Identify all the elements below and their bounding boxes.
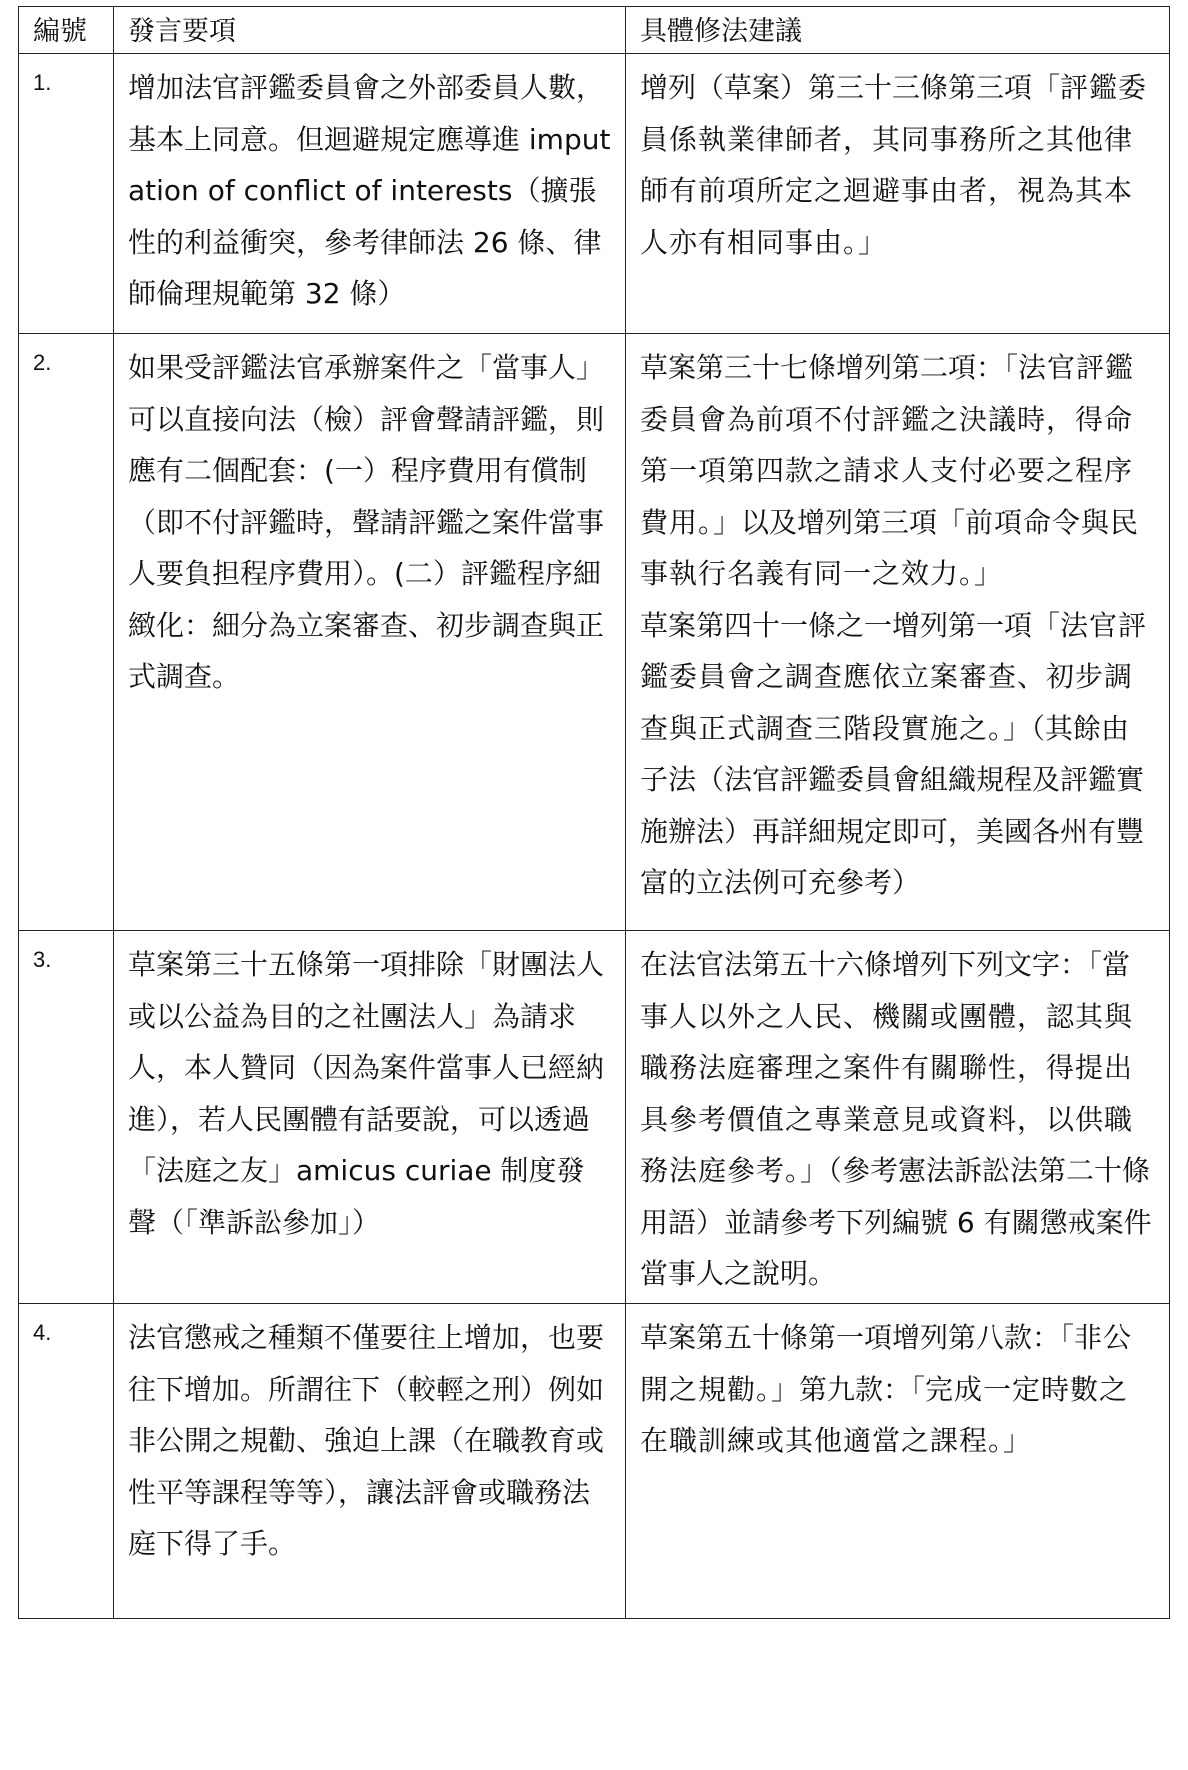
table-row	[19, 931, 1170, 1304]
table-row	[19, 54, 1170, 334]
recommendation-table	[18, 6, 1170, 1619]
proposal-text: 」	[1003, 1424, 1032, 1457]
table-row	[19, 1304, 1170, 1619]
proposal-text: 增列（草案）第三十三條第三項「	[640, 71, 1061, 104]
issue-cell: 如果受評鑑法官承辦案件之「當事人」可以直接向法（檢）評會聲請評鑑，則應有二個配套：(一）程序費用有償制（即不付評鑑時，聲請評鑑之案件當事人要負担程序費用）。(二）評鑑程序細緻化：細分為立案審查、初步調查與正式調查。	[114, 334, 626, 931]
proposal-text: 」	[974, 557, 1003, 590]
proposal-text: 」第九款：「	[771, 1372, 926, 1406]
row-number: 2.	[19, 334, 114, 931]
issue-cell: 草案第三十五條第一項排除「財團法人或以公益為目的之社團法人」為請求人，本人贊同（因為案件當事人已經納進），若人民團體有話要說，可以透過「法庭之友」amicus curiae 制度發聲（「準訴訟參加」）	[114, 931, 626, 1304]
header-issue: 發言要項	[114, 7, 626, 54]
header-proposal: 具體修法建議	[626, 7, 1170, 54]
proposal-cell	[626, 334, 1170, 931]
quoted-statute-text: 非公開之規勸。	[640, 1321, 1133, 1406]
quoted-statute-text: 當事人以外之人民、機關或團體，認其與職務法庭審理之案件有關聯性，得提出具參考價值之專業意見或資料，以供職務法庭參考。	[640, 948, 1134, 1187]
proposal-text: 」（其餘由子法（法官評鑑委員會組織規程及評鑑實施辦法）再詳細規定即可，美國各州有豐富的立法例可充參考）	[640, 711, 1145, 899]
proposal-text: 在法官法第五十六條增列下列文字：「	[640, 948, 1103, 981]
issue-cell: 法官懲戒之種類不僅要往上增加，也要往下增加。所謂往下（較輕之刑）例如非公開之規勸、強迫上課（在職教育或性平等課程等等），讓法評會或職務法庭下得了手。	[114, 1304, 626, 1619]
row-number: 1.	[19, 54, 114, 334]
quoted-statute-text: 法官評鑑委員會之調查應依立案審查、初步調查與正式調查三階段實施之。	[640, 608, 1148, 745]
row-number: 4.	[19, 1304, 114, 1619]
proposal-text: 草案第三十七條增列第二項：「	[640, 351, 1019, 384]
quoted-statute-text: 法官評鑑委員會為前項不付評鑑之決議時，得命第一項第四款之請求人支付必要之程序費用。	[640, 351, 1135, 539]
table-row	[19, 334, 1170, 931]
quoted-statute-text: 前項命令與民事執行名義有同一之效力。	[640, 505, 1140, 590]
proposal-cell	[626, 54, 1170, 334]
row-number: 3.	[19, 931, 114, 1304]
quoted-statute-text: 評鑑委員係執業律師者，其同事務所之其他律師有前項所定之迴避事由者，視為其本人亦有相同事由。	[640, 71, 1148, 259]
proposal-text: 」以及增列第三項「	[713, 505, 966, 539]
proposal-text: 」	[858, 225, 887, 259]
proposal-cell	[626, 1304, 1170, 1619]
header-number: 編號	[19, 7, 114, 54]
header-row	[19, 7, 1170, 54]
issue-cell: 增加法官評鑑委員會之外部委員人數，基本上同意。但迴避規定應導進 imputation of conflict of interests（擴張性的利益衝突，參考律師法 26 條、律師倫理規範第 32 條）	[114, 54, 626, 334]
proposal-text: 草案第五十條第一項增列第八款：「	[640, 1321, 1075, 1354]
quoted-statute-text: 完成一定時數之在職訓練或其他適當之課程。	[640, 1372, 1129, 1457]
proposal-text: 草案第四十一條之一增列第一項「	[640, 608, 1061, 642]
proposal-cell	[626, 931, 1170, 1304]
proposal-text: 」（參考憲法訴訟法第二十條用語）並請參考下列編號 6 有關懲戒案件當事人之說明。	[640, 1154, 1152, 1290]
